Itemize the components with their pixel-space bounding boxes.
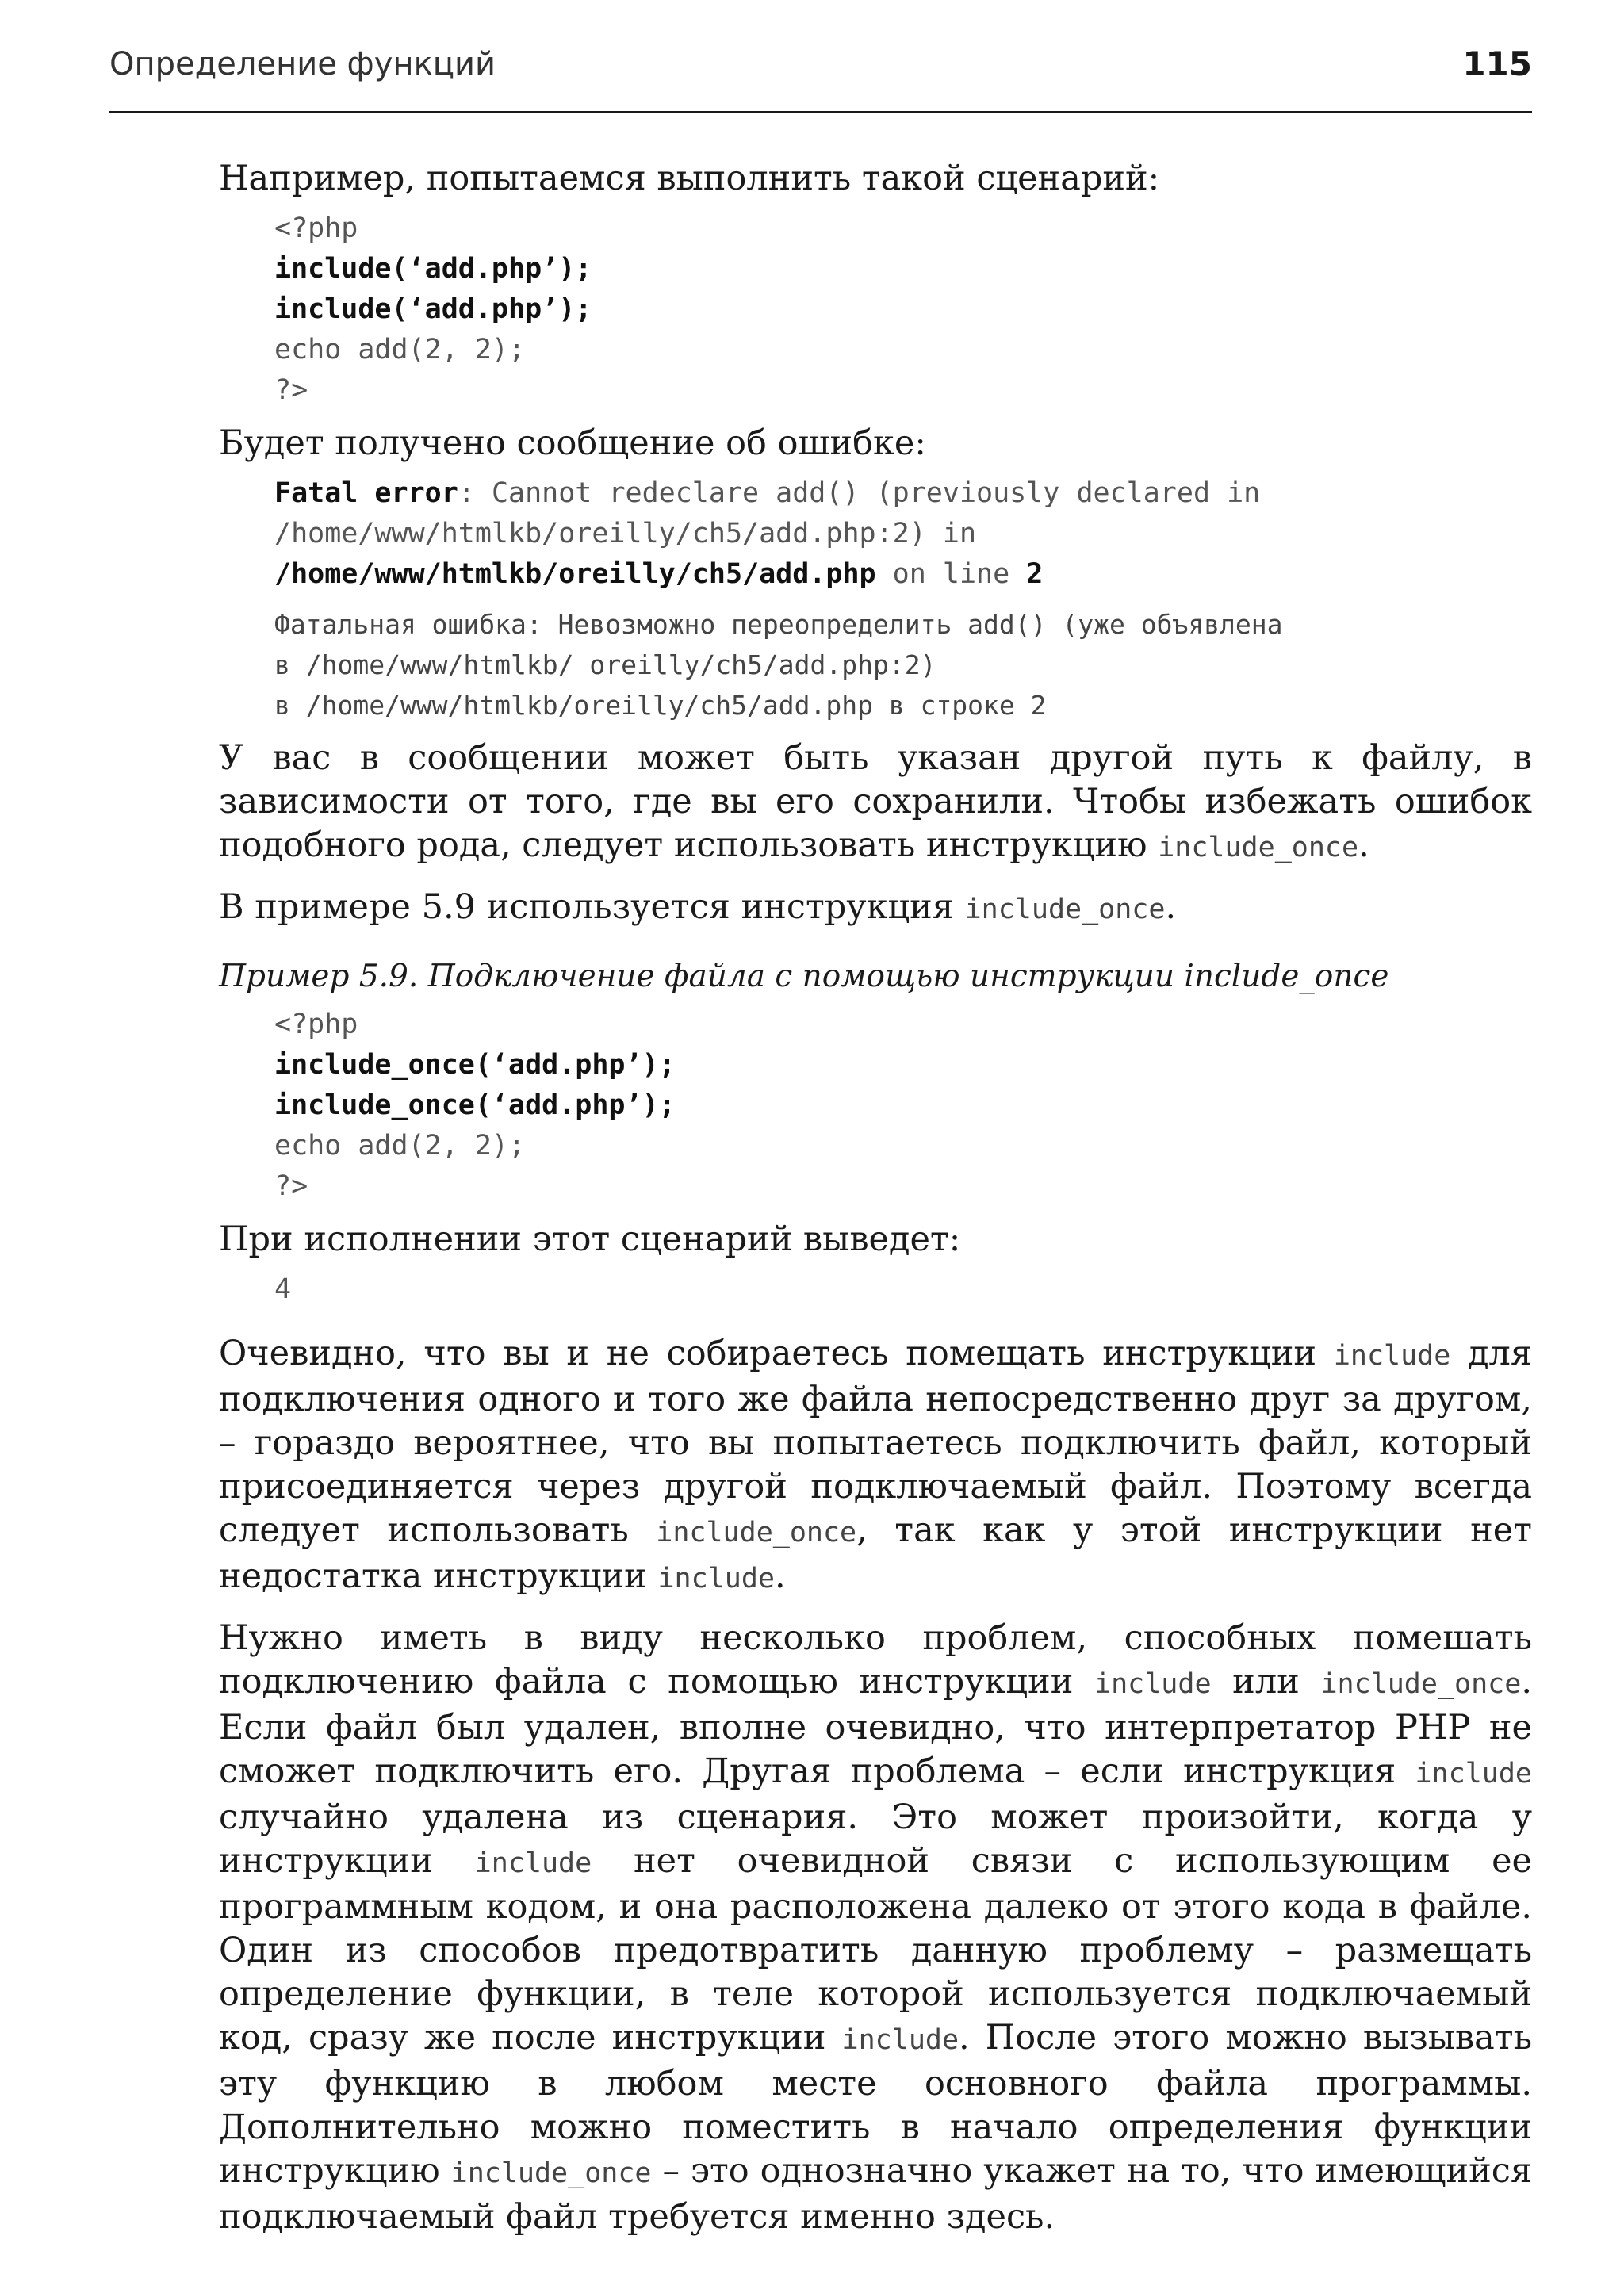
paragraph-include-once-advice: Очевидно, что вы и не собираетесь помещать инструкции include для подключения одного и того же файла непосредственно друг за другом, – гораздо вероятнее, что вы попытаетесь подключить файл, который присоединяется через другой подключаемый файл. Поэтому всегда следует использовать include_once, так как у этой инструкции нет недостатка инструкции include.: [219, 1334, 1532, 1596]
code-line: <?php: [274, 1009, 358, 1040]
inline-code: include_once: [656, 1517, 857, 1549]
translation-line: в /home/www/htmlkb/oreilly/ch5/add.php в строке 2: [274, 690, 1047, 721]
code-line: echo add(2, 2);: [274, 334, 526, 366]
running-head-title: Определение функций: [109, 46, 496, 82]
error-text: : Cannot redeclare add() (previously declared in: [458, 477, 1261, 509]
translation-line: Фатальная ошибка: Невозможно переопределить add() (уже объявлена: [274, 609, 1283, 640]
paragraph-example-ref: В примере 5.9 используется инструкция include_once.: [219, 887, 1177, 927]
intro-paragraph-2: Будет получено сообщение об ошибке:: [219, 423, 926, 463]
intro-paragraph-3: При исполнении этот сценарий выведет:: [219, 1219, 961, 1259]
page-header: [109, 41, 1532, 113]
code-line: ?>: [274, 1170, 308, 1202]
inline-code: include_once: [450, 2157, 652, 2189]
paragraph-path-note: У вас в сообщении может быть указан другой путь к файлу, в зависимости от того, где вы его сохранили. Чтобы избежать ошибок подобного рода, следует использовать инструкцию include_once.: [219, 738, 1532, 865]
inline-code: include: [1333, 1340, 1451, 1372]
code-line: echo add(2, 2);: [274, 1130, 526, 1162]
code-block-include: [274, 209, 1532, 411]
code-line: ?>: [274, 374, 308, 406]
error-text: /home/www/htmlkb/oreilly/ch5/add.php:2) in: [274, 518, 977, 549]
inline-code: include: [1415, 1758, 1532, 1790]
code-line: include_once(‘add.php’);: [274, 1089, 676, 1121]
output-block: [274, 1269, 1532, 1310]
code-block-include-once: [274, 1005, 1532, 1207]
inline-code: include: [657, 1563, 775, 1594]
translation-line: в /home/www/htmlkb/ oreilly/ch5/add.php:2): [274, 649, 936, 680]
inline-code: include_once: [1158, 832, 1359, 863]
error-message-block: [274, 473, 1532, 595]
page-body: [219, 157, 1532, 2239]
error-line-number: 2: [1026, 558, 1044, 590]
example-caption: Пример 5.9. Подключение файла с помощью инструкции include_once: [219, 959, 1389, 994]
error-translation-block: [274, 604, 1532, 725]
error-label: Fatal error: [274, 477, 458, 509]
inline-code: include_once: [964, 894, 1166, 925]
intro-paragraph-1: Например, попытаемся выполнить такой сценарий:: [219, 159, 1160, 198]
inline-code: include_once: [1320, 1668, 1522, 1700]
code-line: include(‘add.php’);: [274, 293, 592, 325]
inline-code: include: [841, 2024, 959, 2056]
code-line: include_once(‘add.php’);: [274, 1049, 676, 1081]
code-line: include(‘add.php’);: [274, 253, 592, 285]
page-number: 115: [1462, 44, 1532, 83]
error-text: on line: [875, 558, 1027, 590]
inline-code: include: [474, 1847, 592, 1879]
error-path: /home/www/htmlkb/oreilly/ch5/add.php: [274, 558, 876, 590]
inline-code: include: [1094, 1668, 1212, 1700]
paragraph-problems: Нужно иметь в виду несколько проблем, способных помешать подключению файла с помощью инструкции include или include_once. Если файл был удален, вполне очевидно, что интерпретатор PHP не сможет подключить его. Другая проблема – если инструкция include случайно удалена из сценария. Это может произойти, когда у инструкции include нет очевидной связи с использующим ее программным кодом, и она расположена далеко от этого кода в файле. Один из способов предотвратить данную проблему – размещать определение функции, в теле которой используется подключаемый код, сразу же после инструкции include. После этого можно вызывать эту функцию в любом месте основного файла программы. Дополнительно можно поместить в начало определения функции инструкцию include_once – это однозначно укажет на то, что имеющийся подключаемый файл требуется именно здесь.: [219, 1618, 1533, 2237]
code-line: <?php: [274, 212, 358, 244]
output-value: 4: [274, 1273, 292, 1305]
